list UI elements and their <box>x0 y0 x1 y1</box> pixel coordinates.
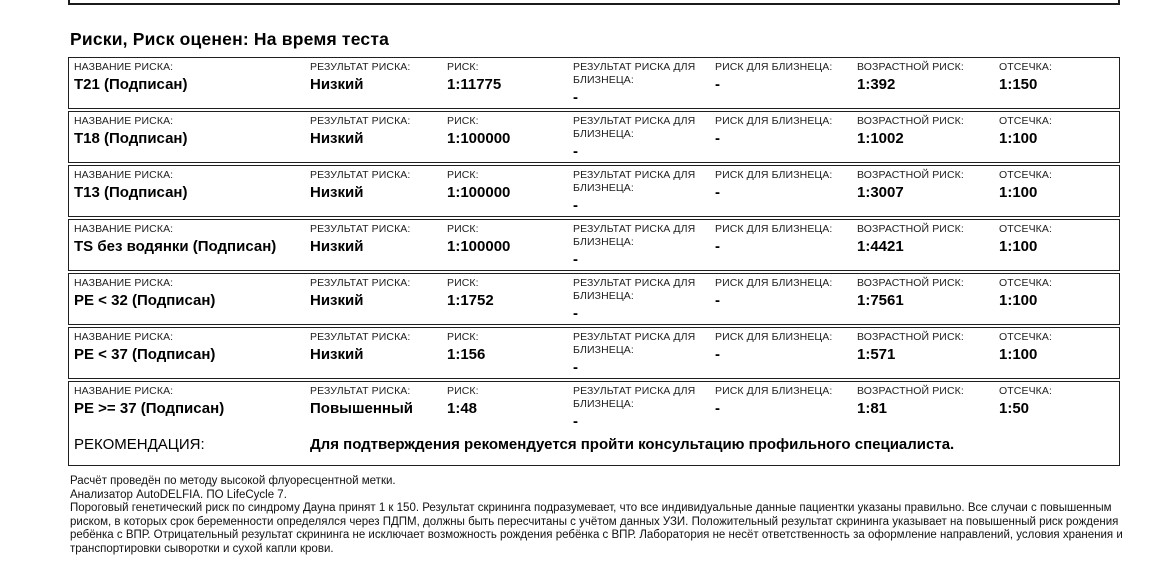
twin-risk-label: РИСК ДЛЯ БЛИЗНЕЦА: <box>715 223 833 235</box>
risk-result-label: РЕЗУЛЬТАТ РИСКА: <box>310 331 411 343</box>
cutoff-value: 1:100 <box>999 238 1038 256</box>
section-title: Риски, Риск оценен: На время теста <box>70 29 390 49</box>
cell-risk-result <box>310 115 447 149</box>
risk-name-label: НАЗВАНИЕ РИСКА: <box>74 223 174 235</box>
risk-name-value: TS без водянки (Подписан) <box>74 238 277 256</box>
cell-risk-ratio <box>447 115 573 149</box>
risk-result-label: РЕЗУЛЬТАТ РИСКА: <box>310 385 411 397</box>
risk-name-label: НАЗВАНИЕ РИСКА: <box>74 115 174 127</box>
recommendation-text: Для подтверждения рекомендуется пройти консультацию профильного специалиста. <box>310 436 955 453</box>
risk-row-pe-lt-32 <box>68 273 1120 325</box>
risk-ratio-value: 1:156 <box>447 346 486 364</box>
age-risk-value: 1:571 <box>857 346 896 364</box>
cell-cutoff <box>999 331 1119 365</box>
cutoff-value: 1:150 <box>999 76 1038 94</box>
twin-risk-label: РИСК ДЛЯ БЛИЗНЕЦА: <box>715 169 833 181</box>
cell-risk-name <box>74 169 310 203</box>
age-risk-label: ВОЗРАСТНОЙ РИСК: <box>857 61 964 73</box>
twin-result-value: - <box>573 305 578 323</box>
cell-age-risk <box>857 331 999 365</box>
risk-name-value: PE >= 37 (Подписан) <box>74 400 225 418</box>
cutoff-label: ОТСЕЧКА: <box>999 115 1053 127</box>
age-risk-label: ВОЗРАСТНОЙ РИСК: <box>857 169 964 181</box>
cell-age-risk <box>857 61 999 95</box>
risk-name-label: НАЗВАНИЕ РИСКА: <box>74 169 174 181</box>
risk-result-label: РЕЗУЛЬТАТ РИСКА: <box>310 61 411 73</box>
twin-result-value: - <box>573 143 578 161</box>
cutoff-value: 1:100 <box>999 130 1038 148</box>
risk-ratio-value: 1:100000 <box>447 130 511 148</box>
risk-row-grid <box>69 382 1119 432</box>
risk-ratio-value: 1:48 <box>447 400 478 418</box>
twin-result-label: РЕЗУЛЬТАТ РИСКА ДЛЯ БЛИЗНЕЦА: <box>573 61 696 87</box>
twin-result-value: - <box>573 251 578 269</box>
risk-row-t21 <box>68 57 1120 109</box>
age-risk-label: ВОЗРАСТНОЙ РИСК: <box>857 115 964 127</box>
cell-twin-risk <box>715 385 857 419</box>
cell-age-risk <box>857 385 999 419</box>
risks-section <box>68 29 1120 466</box>
risk-row-grid <box>69 112 1119 162</box>
cell-risk-name <box>74 331 310 365</box>
risk-ratio-label: РИСК: <box>447 223 479 235</box>
risk-result-value: Низкий <box>310 238 364 256</box>
risk-row-grid <box>69 58 1119 108</box>
cell-cutoff <box>999 169 1119 203</box>
cutoff-value: 1:100 <box>999 184 1038 202</box>
cell-risk-result <box>310 223 447 257</box>
age-risk-value: 1:7561 <box>857 292 904 310</box>
cell-twin-result <box>573 169 715 216</box>
risk-result-value: Низкий <box>310 292 364 310</box>
age-risk-value: 1:3007 <box>857 184 904 202</box>
cell-risk-result <box>310 277 447 311</box>
twin-result-label: РЕЗУЛЬТАТ РИСКА ДЛЯ БЛИЗНЕЦА: <box>573 277 696 303</box>
cell-cutoff <box>999 61 1119 95</box>
cell-risk-name <box>74 277 310 311</box>
risk-name-label: НАЗВАНИЕ РИСКА: <box>74 385 174 397</box>
cell-risk-result <box>310 169 447 203</box>
cell-risk-ratio <box>447 223 573 257</box>
risk-ratio-value: 1:100000 <box>447 184 511 202</box>
risk-row-grid <box>69 328 1119 378</box>
age-risk-label: ВОЗРАСТНОЙ РИСК: <box>857 385 964 397</box>
cutoff-label: ОТСЕЧКА: <box>999 331 1053 343</box>
cell-risk-name <box>74 61 310 95</box>
risk-result-value: Повышенный <box>310 400 413 418</box>
twin-result-value: - <box>573 413 578 431</box>
twin-result-label: РЕЗУЛЬТАТ РИСКА ДЛЯ БЛИЗНЕЦА: <box>573 169 696 195</box>
twin-result-label: РЕЗУЛЬТАТ РИСКА ДЛЯ БЛИЗНЕЦА: <box>573 223 696 249</box>
twin-result-label: РЕЗУЛЬТАТ РИСКА ДЛЯ БЛИЗНЕЦА: <box>573 385 696 411</box>
cell-cutoff <box>999 385 1119 419</box>
cell-twin-risk <box>715 223 857 257</box>
cutoff-value: 1:50 <box>999 400 1030 418</box>
recommendation-row <box>69 432 1119 465</box>
cell-age-risk <box>857 169 999 203</box>
risk-ratio-value: 1:1752 <box>447 292 494 310</box>
twin-risk-label: РИСК ДЛЯ БЛИЗНЕЦА: <box>715 61 833 73</box>
age-risk-label: ВОЗРАСТНОЙ РИСК: <box>857 331 964 343</box>
risk-ratio-label: РИСК: <box>447 331 479 343</box>
risk-ratio-label: РИСК: <box>447 277 479 289</box>
cell-age-risk <box>857 115 999 149</box>
cell-risk-ratio <box>447 385 573 419</box>
cell-risk-name <box>74 223 310 257</box>
cell-risk-ratio <box>447 169 573 203</box>
risk-ratio-label: РИСК: <box>447 169 479 181</box>
cutoff-value: 1:100 <box>999 292 1038 310</box>
risk-result-label: РЕЗУЛЬТАТ РИСКА: <box>310 169 411 181</box>
twin-risk-value: - <box>715 184 720 202</box>
cell-twin-risk <box>715 115 857 149</box>
cell-risk-ratio <box>447 61 573 95</box>
twin-result-label: РЕЗУЛЬТАТ РИСКА ДЛЯ БЛИЗНЕЦА: <box>573 331 696 357</box>
cell-twin-result <box>573 115 715 162</box>
cell-cutoff <box>999 115 1119 149</box>
cell-risk-ratio <box>447 277 573 311</box>
cell-age-risk <box>857 277 999 311</box>
cell-cutoff <box>999 223 1119 257</box>
twin-risk-label: РИСК ДЛЯ БЛИЗНЕЦА: <box>715 277 833 289</box>
cutoff-label: ОТСЕЧКА: <box>999 61 1053 73</box>
footnote-analyzer: Анализатор AutoDELFIA. ПО LifeCycle 7. <box>70 488 287 501</box>
cell-twin-result <box>573 277 715 324</box>
age-risk-value: 1:392 <box>857 76 896 94</box>
cutoff-value: 1:100 <box>999 346 1038 364</box>
twin-risk-value: - <box>715 346 720 364</box>
cell-cutoff <box>999 277 1119 311</box>
risk-name-value: PE < 37 (Подписан) <box>74 346 216 364</box>
age-risk-value: 1:81 <box>857 400 888 418</box>
cell-twin-result <box>573 385 715 432</box>
twin-risk-value: - <box>715 400 720 418</box>
risk-result-value: Низкий <box>310 76 364 94</box>
twin-risk-label: РИСК ДЛЯ БЛИЗНЕЦА: <box>715 115 833 127</box>
cell-twin-result <box>573 223 715 270</box>
footnote-disclaimer: Пороговый генетический риск по синдрому Дауна принят 1 к 150. Результат скрининга подразумевает, что все индивидуальные данные пациентки указаны правильно. Все случаи с повышенным риском, в которых срок беременности определялся через ПДПМ, должны быть пересчитаны с учётом данных УЗИ. Положительный результат скрининга указывает на повышенный риск рождения ребёнка с ВПР. Отрицательный результат скрининга не исключает возможность рождения ребёнка с ВПР. Лаборатория не несёт ответственность за оформление направлений, условия хранения и транспортировки сыворотки и сухой капли крови. <box>70 502 1123 555</box>
risk-name-value: T21 (Подписан) <box>74 76 188 94</box>
risk-result-label: РЕЗУЛЬТАТ РИСКА: <box>310 277 411 289</box>
risk-name-label: НАЗВАНИЕ РИСКА: <box>74 331 174 343</box>
risk-row-grid <box>69 220 1119 270</box>
risk-ratio-label: РИСК: <box>447 61 479 73</box>
risk-name-value: T13 (Подписан) <box>74 184 188 202</box>
footnotes <box>70 475 1138 556</box>
risk-ratio-label: РИСК: <box>447 115 479 127</box>
risk-name-label: НАЗВАНИЕ РИСКА: <box>74 61 174 73</box>
risk-ratio-value: 1:100000 <box>447 238 511 256</box>
cell-age-risk <box>857 223 999 257</box>
cell-twin-risk <box>715 331 857 365</box>
twin-result-value: - <box>573 197 578 215</box>
risk-row-t13 <box>68 165 1120 217</box>
cutoff-label: ОТСЕЧКА: <box>999 223 1053 235</box>
risk-ratio-value: 1:11775 <box>447 76 502 94</box>
cell-risk-result <box>310 331 447 365</box>
cell-twin-risk <box>715 61 857 95</box>
cell-risk-name <box>74 115 310 149</box>
cutoff-label: ОТСЕЧКА: <box>999 169 1053 181</box>
twin-risk-value: - <box>715 76 720 94</box>
risk-ratio-label: РИСК: <box>447 385 479 397</box>
risk-name-value: PE < 32 (Подписан) <box>74 292 216 310</box>
risk-result-value: Низкий <box>310 184 364 202</box>
twin-result-value: - <box>573 89 578 107</box>
cell-twin-risk <box>715 277 857 311</box>
cell-risk-name <box>74 385 310 419</box>
cell-twin-risk <box>715 169 857 203</box>
twin-result-label: РЕЗУЛЬТАТ РИСКА ДЛЯ БЛИЗНЕЦА: <box>573 115 696 141</box>
cutoff-label: ОТСЕЧКА: <box>999 385 1053 397</box>
twin-risk-label: РИСК ДЛЯ БЛИЗНЕЦА: <box>715 331 833 343</box>
twin-risk-value: - <box>715 292 720 310</box>
twin-result-value: - <box>573 359 578 377</box>
age-risk-value: 1:1002 <box>857 130 904 148</box>
risk-result-value: Низкий <box>310 130 364 148</box>
cell-risk-result <box>310 385 447 419</box>
age-risk-label: ВОЗРАСТНОЙ РИСК: <box>857 277 964 289</box>
previous-box-bottom-edge <box>68 0 1120 5</box>
twin-risk-label: РИСК ДЛЯ БЛИЗНЕЦА: <box>715 385 833 397</box>
risk-name-value: T18 (Подписан) <box>74 130 188 148</box>
risk-result-label: РЕЗУЛЬТАТ РИСКА: <box>310 115 411 127</box>
recommendation-label: РЕКОМЕНДАЦИЯ: <box>74 436 205 453</box>
twin-risk-value: - <box>715 238 720 256</box>
cell-twin-result <box>573 331 715 378</box>
risk-name-label: НАЗВАНИЕ РИСКА: <box>74 277 174 289</box>
age-risk-label: ВОЗРАСТНОЙ РИСК: <box>857 223 964 235</box>
risk-row-ts <box>68 219 1120 271</box>
risk-result-value: Низкий <box>310 346 364 364</box>
risk-row-t18 <box>68 111 1120 163</box>
footnote-method: Расчёт проведён по методу высокой флуоресцентной метки. <box>70 475 396 487</box>
risk-row-grid <box>69 274 1119 324</box>
risk-row-grid <box>69 166 1119 216</box>
cutoff-label: ОТСЕЧКА: <box>999 277 1053 289</box>
twin-risk-value: - <box>715 130 720 148</box>
risk-result-label: РЕЗУЛЬТАТ РИСКА: <box>310 223 411 235</box>
risk-row-pe-ge-37 <box>68 381 1120 466</box>
cell-risk-result <box>310 61 447 95</box>
cell-risk-ratio <box>447 331 573 365</box>
cell-twin-result <box>573 61 715 108</box>
age-risk-value: 1:4421 <box>857 238 904 256</box>
risk-row-pe-lt-37 <box>68 327 1120 379</box>
